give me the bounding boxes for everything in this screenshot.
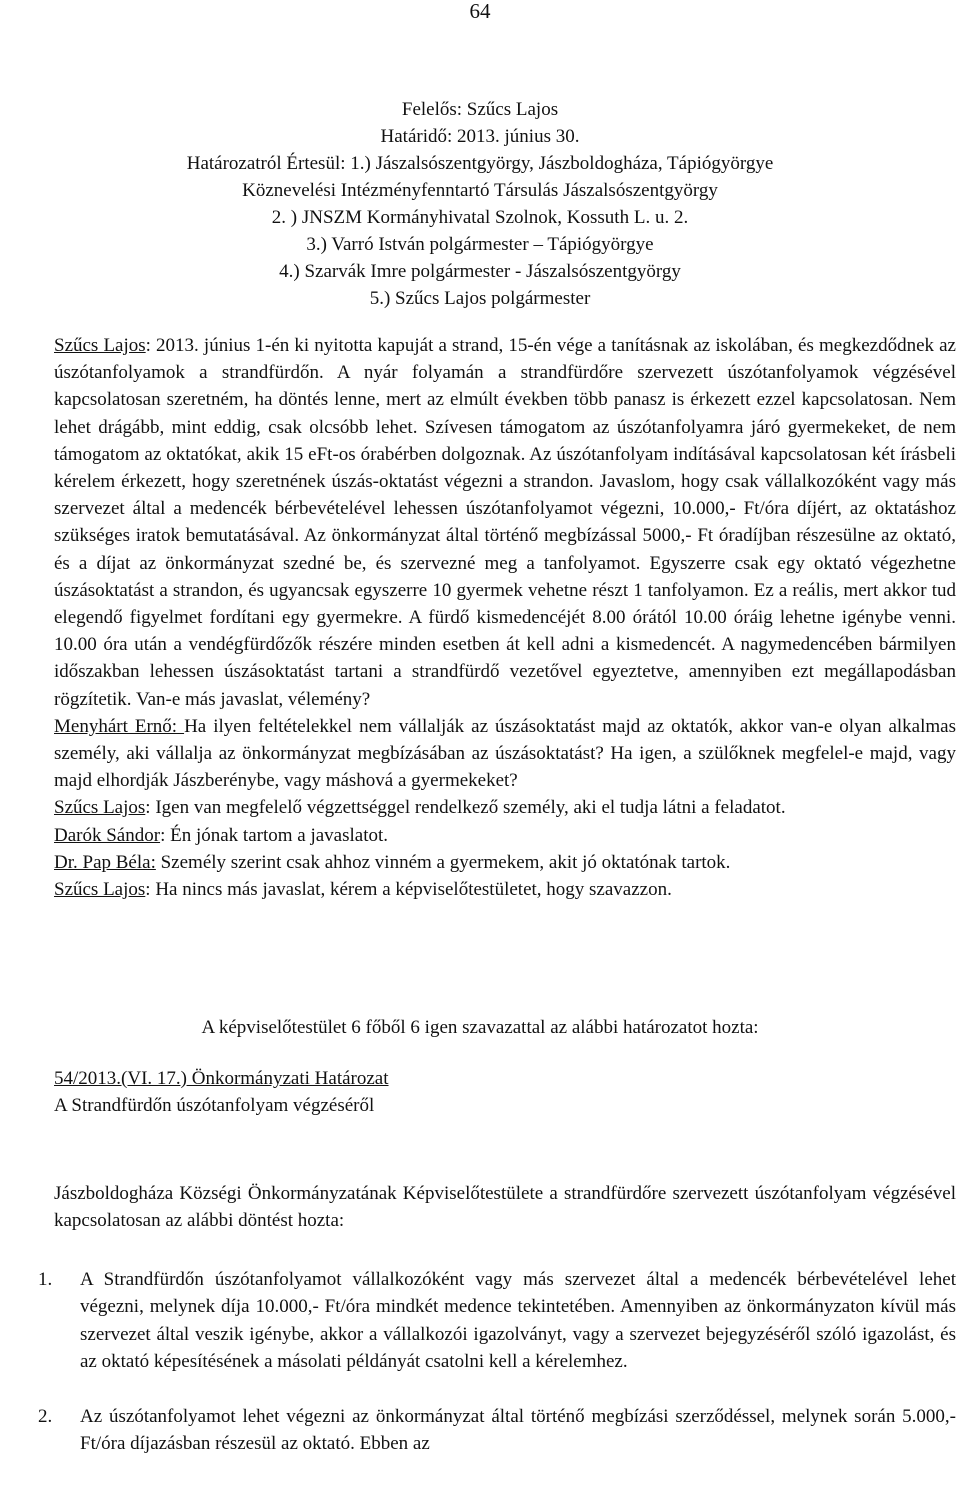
speech-text: : Igen van megfelelő végzettséggel rendelkező személy, aki el tudja látni a feladatot. [145, 797, 786, 819]
page-number: 64 [469, 0, 491, 23]
header-line-association: Köznevelési Intézményfenntartó Társulás Jászalsószentgyörgy [242, 180, 718, 201]
discussion-paragraph [54, 713, 956, 795]
item-text: Az úszótanfolyamot lehet végezni az önkormányzat által történő megbízási szerződéssel, melynek során 5.000,- Ft/óra díjazásban részesül az oktató. Ebben az [80, 1405, 956, 1455]
header-line-deadline: Határidő: 2013. június 30. [380, 126, 580, 147]
decision-items [38, 1266, 956, 1484]
speaker-name: Szűcs Lajos [54, 797, 146, 819]
speaker-name: Darók Sándor [54, 824, 161, 846]
resolution-heading [54, 1065, 389, 1119]
speech-text: : Ha nincs más javaslat, kérem a képviselőtestületet, hogy szavazzon. [145, 879, 672, 901]
item-text: A Strandfürdőn úszótanfolyamot vállalkozóként vagy más szervezet által a medencék bérbevételével lehet végezni, melynek díja 10.000,- Ft/óra mindkét medence tekintetében. Amennyiben az önkormányzaton kívül más szervezet által veszik igénybe, akkor a vállalkozói igazolványt, vagy a szervezet bejegyzéséről szóló igazolást, és az oktató képesítésének a másolati példányát csatolni kell a kérelemhez. [80, 1269, 956, 1373]
responsibility-header [0, 96, 960, 312]
header-line-recipient-3: 3.) Varró István polgármester – Tápiógyörgye [306, 234, 654, 255]
vote-result: A képviselőtestület 6 főből 6 igen szavazattal az alábbi határozatot hozta: [201, 1017, 759, 1038]
item-number: 1. [38, 1269, 53, 1290]
speaker-name: Dr. Pap Béla: [54, 851, 156, 873]
speech-text: : 2013. június 1-én ki nyitotta kapuját a strand, 15-én vége a tanításnak az iskolában, és megkezdődnek az úszótanfolyamok a strandfürdőn. A nyár folyamán a strandfürdőre szervezett úszótanfolyamok végzésével kapcsolatosan szeretném, ha döntés lenne, mert az elmúlt években több panasz is érkezett ezzel kapcsolatosan. Nem lehet drágább, mint eddig, csak olcsóbb lehet. Szívesen támogatom az úszótanfolyamra járó gyermekeket, de nem támogatom az oktatókat, akik 15 eFt-os órabérben dolgoznak. Az úszótanfolyam indításával kapcsolatosan két írásbeli kérelem érkezett, hogy szeretnének úszás-oktatást végezni a strandon. Javaslom, hogy csak vállalkozóként vagy más szervezet által a medencék bérbevételével lehessen úszótanfolyamot végezni, 10.000,- Ft/óra díjért, az oktatáshoz szükséges iratok bemutatásával. Az önkormányzat által történő megbízással 5000,- Ft óradíjban részesülne az oktató, és a díjat az önkormányzat szedné be, és szervezné meg a tanfolyamot. Egyszerre csak egy oktató végezhetne úszásoktatást a strandon, és ugyancsak egyszerre 10 gyermek vehetne részt 1 tanfolyamon. Ez a reális, mert akkor tud elegendő figyelmet fordítani egy gyermekre. A fürdő kismedencéjét 8.00 órától 10.00 óráig lehetne igénybe venni. 10.00 óra után a vendégfürdőzők részére minden esetben át kell adni a kismedencét. A nagymedencében bármilyen időszakban lehessen úszásoktatást tartani a strandfürdő vezetővel egyeztetve, amennyiben ezt megállapodásban rögzítetik. Van-e más javaslat, vélemény? [54, 335, 956, 710]
discussion-paragraph [54, 332, 956, 713]
meeting-discussion [54, 332, 956, 903]
list-item [38, 1266, 956, 1376]
speaker-name: Menyhárt Ernő: [54, 715, 185, 737]
discussion-paragraph [54, 822, 956, 849]
speaker-name: Szűcs Lajos [54, 335, 146, 356]
discussion-paragraph [54, 794, 956, 821]
header-line-recipient-5: 5.) Szűcs Lajos polgármester [369, 288, 591, 309]
header-line-responsible: Felelős: Szűcs Lajos [401, 99, 559, 120]
header-line-recipient-4: 4.) Szarvák Imre polgármester - Jászalsószentgyörgy [279, 261, 681, 282]
resolution-subject: A Strandfürdőn úszótanfolyam végzéséről [54, 1095, 375, 1116]
item-number: 2. [38, 1405, 53, 1427]
header-line-notified: Határozatról Értesül: 1.) Jászalsószentgyörgy, Jászboldogháza, Tápiógyörgye [186, 153, 774, 174]
discussion-paragraph [54, 876, 956, 903]
speaker-name: Szűcs Lajos [54, 879, 146, 901]
resolution-number: 54/2013.(VI. 17.) Önkormányzati Határozat [54, 1068, 389, 1089]
speech-text: Személy szerint csak ahhoz vinném a gyermekem, akit jó oktatónak tartok. [155, 851, 731, 873]
list-item [38, 1403, 956, 1458]
speech-text: : Én jónak tartom a javaslatot. [160, 824, 388, 846]
header-line-recipient-2: 2. ) JNSZM Kormányhivatal Szolnok, Kossuth L. u. 2. [271, 207, 689, 228]
discussion-paragraph [54, 849, 956, 876]
decision-intro: Jászboldogháza Községi Önkormányzatának Képviselőtestülete a strandfürdőre szervezett úszótanfolyam végzésével kapcsolatosan az alábbi döntést hozta: [54, 1183, 956, 1231]
speech-text: Ha ilyen feltételekkel nem vállalják az úszásoktatást majd az oktatók, akkor van-e olyan alkalmas személy, aki vállalja az önkormányzat megbízásában az úszásoktatást? Ha igen, a szülőknek megfelel-e majd, vagy majd elhordják Jászberénybe, vagy máshová a gyermekeket? [54, 715, 956, 792]
